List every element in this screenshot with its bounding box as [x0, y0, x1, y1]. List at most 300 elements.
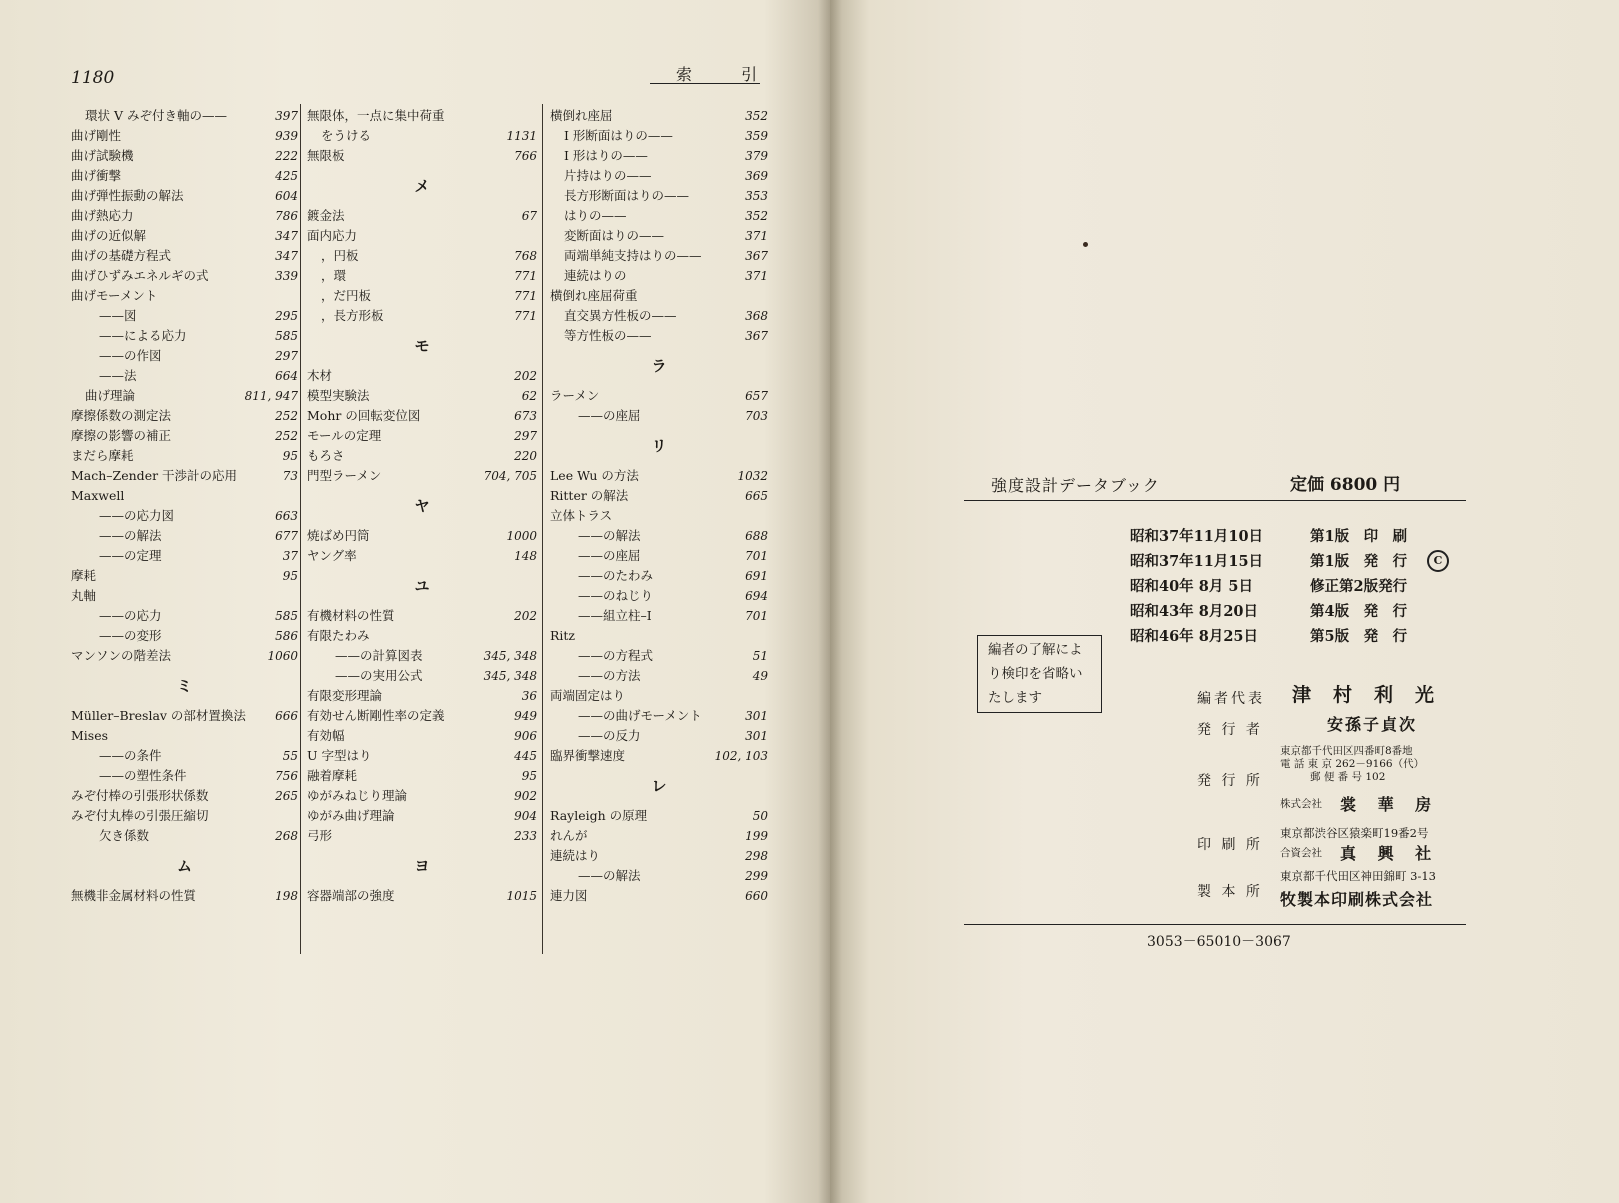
printer-name: 真 興 社	[1340, 844, 1440, 863]
index-page-ref: 904	[514, 809, 537, 823]
index-term: 連力図	[550, 888, 588, 903]
colophon-bottom-rule	[964, 924, 1466, 925]
index-term: 摩擦係数の測定法	[71, 408, 172, 423]
index-entry	[307, 286, 537, 306]
index-entry	[71, 626, 298, 646]
index-page-ref: 369	[745, 169, 768, 183]
index-entry	[550, 806, 768, 826]
edition-event: 第4版 発 行	[1310, 603, 1408, 620]
index-page-ref: 297	[514, 429, 537, 443]
index-term: 欠き係数	[99, 828, 150, 843]
index-term: Lee Wu の方法	[550, 468, 639, 483]
index-section-heading: リ	[651, 437, 667, 455]
index-entry	[71, 566, 298, 586]
index-page-ref: 95	[282, 569, 298, 583]
index-term: 長方形断面はりの——	[564, 188, 690, 203]
index-entry	[307, 786, 537, 806]
edition-date: 昭和37年11月10日	[1130, 528, 1264, 545]
edition-event: 修正第2版発行	[1310, 578, 1408, 595]
index-term: 無機非金属材料の性質	[71, 888, 197, 903]
index-entry	[71, 766, 298, 786]
seal-omission-notice	[977, 635, 1102, 713]
index-entry	[307, 746, 537, 766]
index-section-heading: レ	[651, 777, 667, 795]
index-term: 有効幅	[307, 728, 345, 743]
index-entry	[71, 326, 298, 346]
index-entry	[550, 146, 768, 166]
index-section-heading: ミ	[176, 677, 192, 695]
index-section-heading: ヨ	[414, 857, 430, 875]
index-term: 曲げひずみエネルギの式	[71, 268, 209, 283]
edition-date: 昭和46年 8月25日	[1130, 628, 1258, 645]
index-page-ref: 49	[752, 669, 768, 683]
copyright-mark: C	[1427, 550, 1449, 572]
index-entry	[71, 706, 298, 726]
column-divider	[300, 104, 301, 954]
index-page-ref: 339	[275, 269, 298, 283]
index-term: 丸軸	[71, 588, 97, 603]
index-page-ref: 703	[745, 409, 768, 423]
running-head-rule	[650, 83, 760, 84]
index-term: ——の方程式	[578, 648, 654, 663]
index-term: ——の解法	[99, 528, 162, 543]
index-page-ref: 1015	[506, 889, 537, 903]
index-entry	[307, 806, 537, 826]
index-term: ——の曲げモーメント	[578, 708, 702, 723]
index-term: 融着摩耗	[307, 768, 358, 783]
index-term: モールの定理	[307, 428, 382, 443]
edition-date: 昭和43年 8月20日	[1130, 603, 1258, 620]
index-term: ——法	[99, 368, 137, 383]
index-entry	[550, 486, 768, 506]
index-entry	[71, 306, 298, 326]
index-entry	[550, 226, 768, 246]
notice-line: たします	[988, 690, 1042, 706]
index-term: みぞ付丸棒の引張圧縮切	[71, 808, 209, 823]
index-term: 無限板	[307, 148, 345, 163]
index-entry	[550, 506, 768, 526]
index-entry	[307, 126, 537, 146]
index-term: れんが	[550, 828, 588, 843]
publishing-house-label: 発 行 所	[1197, 773, 1263, 789]
index-entry	[71, 806, 298, 826]
index-entry	[307, 766, 537, 786]
index-term: Rayleigh の原理	[550, 808, 648, 823]
index-page-ref: 367	[745, 329, 768, 343]
address-line: 電 話 東 京 262－9166（代）	[1280, 758, 1425, 770]
index-page-ref: 295	[275, 309, 298, 323]
index-entry	[550, 886, 768, 906]
index-term: 等方性板の——	[564, 328, 652, 343]
index-term: 面内応力	[307, 228, 358, 243]
index-page-ref: 67	[521, 209, 537, 223]
index-page-ref: 345, 348	[483, 649, 537, 663]
editor-name: 津村利光	[1292, 684, 1457, 706]
index-page-ref: 198	[275, 889, 298, 903]
index-term: Mohr の回転変位図	[307, 408, 421, 423]
index-term: 摩擦の影響の補正	[71, 428, 172, 443]
index-page-ref: 811, 947	[244, 389, 298, 403]
index-column-1	[71, 106, 298, 906]
binder-label: 製 本 所	[1197, 884, 1263, 900]
index-entry	[71, 246, 298, 266]
index-entry	[307, 826, 537, 846]
index-page-ref: 425	[275, 169, 298, 183]
index-entry	[307, 426, 537, 446]
index-term: ゆがみねじり理論	[307, 788, 408, 803]
index-page-ref: 352	[745, 109, 768, 123]
index-page-ref: 397	[275, 109, 298, 123]
index-page-ref: 906	[514, 729, 537, 743]
index-term: 鍍金法	[307, 208, 345, 223]
index-page-ref: 665	[745, 489, 768, 503]
index-term: ——による応力	[99, 328, 187, 343]
index-page-ref: 379	[745, 149, 768, 163]
index-entry	[71, 746, 298, 766]
index-page-ref: 233	[514, 829, 537, 843]
index-term: 弓形	[307, 828, 333, 843]
index-page-ref: 771	[514, 289, 537, 303]
index-page-ref: 202	[514, 609, 537, 623]
book-title: 強度設計データブック	[991, 476, 1160, 495]
index-entry	[307, 646, 537, 666]
index-page-ref: 148	[514, 549, 537, 563]
index-page-ref: 95	[282, 449, 298, 463]
index-term: ——組立柱–I	[578, 608, 652, 623]
index-term: 有機材料の性質	[307, 608, 395, 623]
index-entry	[550, 826, 768, 846]
publishing-house-name: 裳 華 房	[1340, 795, 1440, 814]
index-entry	[71, 346, 298, 366]
index-term: Müller–Breslav の部材置換法	[71, 708, 246, 723]
index-entry	[307, 606, 537, 626]
index-term: ，環	[321, 268, 347, 283]
index-page-ref: 37	[282, 549, 298, 563]
index-entry	[71, 546, 298, 566]
index-page-ref: 352	[745, 209, 768, 223]
index-page-ref: 1000	[506, 529, 537, 543]
index-entry	[550, 706, 768, 726]
index-page-ref: 756	[275, 769, 298, 783]
column-divider	[542, 104, 543, 954]
index-entry	[550, 466, 768, 486]
index-page-ref: 298	[745, 849, 768, 863]
index-term: 片持はりの——	[564, 168, 652, 183]
index-page-ref: 252	[275, 429, 298, 443]
index-term: 模型実験法	[307, 388, 370, 403]
index-entry	[307, 526, 537, 546]
index-term: ——の反力	[578, 728, 641, 743]
index-page-ref: 73	[282, 469, 298, 483]
index-term: 無限体，一点に集中荷重	[307, 108, 445, 123]
index-entry	[71, 586, 298, 606]
index-entry	[307, 226, 537, 246]
index-page-ref: 51	[752, 649, 768, 663]
index-page-ref: 347	[275, 229, 298, 243]
index-term: ，だ円板	[321, 288, 372, 303]
index-page-ref: 677	[275, 529, 298, 543]
index-entry	[71, 786, 298, 806]
index-entry	[307, 146, 537, 166]
binder-name: 牧製本印刷株式会社	[1280, 890, 1434, 909]
index-entry	[550, 266, 768, 286]
index-section-heading: メ	[414, 177, 430, 195]
index-term: ——の条件	[99, 748, 162, 763]
index-term: 門型ラーメン	[307, 468, 382, 483]
index-page-ref: 345, 348	[483, 669, 537, 683]
index-page-ref: 299	[745, 869, 768, 883]
index-entry	[550, 106, 768, 126]
index-entry	[307, 466, 537, 486]
index-term: ——図	[99, 308, 137, 323]
edition-line	[1130, 549, 1407, 574]
index-entry	[71, 486, 298, 506]
index-entry	[307, 446, 537, 466]
book-gutter	[818, 0, 842, 1203]
index-page-ref: 347	[275, 249, 298, 263]
index-entry	[71, 186, 298, 206]
index-entry	[550, 726, 768, 746]
index-term: ——の応力図	[99, 508, 175, 523]
index-page-ref: 220	[514, 449, 537, 463]
index-term: 環状 V みぞ付き軸の——	[85, 108, 227, 123]
index-entry	[307, 666, 537, 686]
index-entry	[71, 506, 298, 526]
index-entry	[550, 166, 768, 186]
index-page-ref: 1060	[267, 649, 298, 663]
index-term: 連続はりの	[564, 268, 627, 283]
index-page-ref: 353	[745, 189, 768, 203]
index-page-ref: 691	[745, 569, 768, 583]
price: 定価 6800 円	[1290, 475, 1401, 495]
edition-event: 第5版 発 行	[1310, 628, 1408, 645]
index-page-ref: 102, 103	[714, 749, 768, 763]
index-term: 曲げ弾性振動の解法	[71, 188, 184, 203]
index-entry	[550, 246, 768, 266]
index-page-ref: 265	[275, 789, 298, 803]
index-entry	[71, 146, 298, 166]
index-page-ref: 657	[745, 389, 768, 403]
index-entry	[71, 606, 298, 626]
index-column-2	[307, 106, 537, 906]
index-page-ref: 902	[514, 789, 537, 803]
index-term: 変断面はりの——	[564, 228, 665, 243]
index-term: 曲げの近似解	[71, 228, 147, 243]
edition-line	[1130, 574, 1407, 599]
index-page-ref: 664	[275, 369, 298, 383]
index-entry	[307, 406, 537, 426]
index-term: ，長方形板	[321, 308, 384, 323]
index-entry	[550, 686, 768, 706]
index-page-ref: 701	[745, 549, 768, 563]
index-term: Mach–Zender 干渉計の応用	[71, 468, 238, 483]
index-page-ref: 585	[275, 609, 298, 623]
index-entry	[71, 226, 298, 246]
index-term: ——の方法	[578, 668, 641, 683]
company-prefix: 合資会社	[1280, 847, 1322, 859]
index-entry	[307, 626, 537, 646]
index-section-heading: ム	[176, 857, 192, 875]
index-term: 立体トラス	[550, 508, 613, 523]
index-term: マンソンの階差法	[71, 648, 172, 663]
index-entry	[71, 266, 298, 286]
index-term: 曲げの基礎方程式	[71, 248, 172, 263]
index-term: 摩耗	[71, 568, 97, 583]
index-entry	[71, 386, 298, 406]
index-entry	[550, 586, 768, 606]
index-page-ref: 199	[745, 829, 768, 843]
publisher-label: 発 行 者	[1197, 722, 1263, 738]
index-page-ref: 62	[521, 389, 537, 403]
colophon-top-rule	[964, 500, 1466, 501]
index-term: ゆがみ曲げ理論	[307, 808, 395, 823]
index-entry	[307, 246, 537, 266]
index-term: ラーメン	[550, 388, 600, 403]
index-term: Maxwell	[71, 488, 125, 503]
index-term: をうける	[321, 128, 372, 143]
index-page-ref: 371	[745, 269, 768, 283]
index-page-ref: 1032	[737, 469, 768, 483]
index-entry	[71, 126, 298, 146]
index-entry	[307, 366, 537, 386]
index-term: 曲げ剛性	[71, 128, 122, 143]
index-term: ——の解法	[578, 528, 641, 543]
running-head: 索 引	[676, 65, 780, 84]
index-term: 木材	[307, 368, 333, 383]
index-entry	[550, 626, 768, 646]
index-term: 有限変形理論	[307, 688, 383, 703]
index-entry	[550, 306, 768, 326]
index-entry	[550, 286, 768, 306]
index-term: ——の解法	[578, 868, 641, 883]
edition-line	[1130, 524, 1407, 549]
index-entry	[71, 206, 298, 226]
index-page-ref: 771	[514, 309, 537, 323]
ink-spot	[1083, 242, 1088, 247]
index-term: ——の変形	[99, 628, 162, 643]
index-entry	[550, 406, 768, 426]
notice-line: り検印を省略い	[988, 666, 1083, 682]
index-page-ref: 36	[521, 689, 537, 703]
index-entry	[71, 886, 298, 906]
index-entry	[307, 546, 537, 566]
index-entry	[550, 206, 768, 226]
index-page-ref: 768	[514, 249, 537, 263]
index-entry	[307, 106, 537, 126]
index-entry	[550, 526, 768, 546]
index-page-ref: 660	[745, 889, 768, 903]
address-line: 郵 便 番 号 102	[1310, 771, 1386, 783]
index-entry	[71, 526, 298, 546]
index-page-ref: 1131	[506, 129, 537, 143]
index-term: ——の座屈	[578, 408, 641, 423]
index-page-ref: 586	[275, 629, 298, 643]
edition-date: 昭和40年 8月 5日	[1130, 578, 1253, 595]
index-term: ——の計算図表	[335, 648, 423, 663]
edition-event: 第1版 印 刷	[1310, 528, 1408, 545]
index-term: Mises	[71, 728, 109, 743]
index-page-ref: 55	[282, 749, 298, 763]
index-page-ref: 766	[514, 149, 537, 163]
index-entry	[71, 446, 298, 466]
index-term: もろさ	[307, 448, 345, 463]
address-line: 東京都千代田区四番町8番地	[1280, 745, 1413, 757]
index-entry	[307, 726, 537, 746]
index-entry	[307, 206, 537, 226]
index-entry	[71, 826, 298, 846]
notice-line: 編者の了解によ	[988, 642, 1083, 658]
index-section-heading: ラ	[651, 357, 667, 375]
index-entry	[307, 266, 537, 286]
index-entry	[71, 466, 298, 486]
index-section-heading: ヤ	[414, 497, 430, 515]
index-page-ref: 252	[275, 409, 298, 423]
edition-date: 昭和37年11月15日	[1130, 553, 1264, 570]
index-term: ——の作図	[99, 348, 162, 363]
index-entry	[71, 406, 298, 426]
index-page-ref: 604	[275, 189, 298, 203]
index-entry	[307, 386, 537, 406]
index-page-ref: 297	[275, 349, 298, 363]
index-term: 有限たわみ	[307, 628, 370, 643]
index-page-ref: 786	[275, 209, 298, 223]
index-term: ——のねじり	[578, 588, 654, 603]
index-page-ref: 268	[275, 829, 298, 843]
index-term: Ritter の解法	[550, 488, 629, 503]
index-page-ref: 704, 705	[483, 469, 537, 483]
index-page-ref: 673	[514, 409, 537, 423]
index-term: はりの——	[564, 208, 627, 223]
index-entry	[71, 106, 298, 126]
index-term: 曲げ衝撃	[71, 168, 122, 183]
index-entry	[71, 426, 298, 446]
printer-label: 印 刷 所	[1197, 837, 1263, 853]
index-page-ref: 301	[745, 729, 768, 743]
index-term: まだら摩耗	[71, 448, 134, 463]
company-prefix: 株式会社	[1280, 798, 1322, 810]
index-page-ref: 663	[275, 509, 298, 523]
index-term: ——のたわみ	[578, 568, 654, 583]
index-term: 横倒れ座屈	[550, 108, 613, 123]
index-page-ref: 445	[514, 749, 537, 763]
publisher-name: 安孫子貞次	[1327, 715, 1418, 734]
edition-line	[1130, 599, 1407, 624]
index-term: ——の実用公式	[335, 668, 423, 683]
index-page-ref: 367	[745, 249, 768, 263]
binder-address: 東京都千代田区神田錦町 3-13	[1280, 869, 1436, 883]
index-page-ref: 50	[752, 809, 768, 823]
index-entry	[71, 166, 298, 186]
index-entry	[307, 306, 537, 326]
publisher-address	[1280, 745, 1424, 784]
index-page-ref: 694	[745, 589, 768, 603]
index-page-ref: 949	[514, 709, 537, 723]
catalog-code: 3053－65010－3067	[1147, 934, 1291, 950]
printer-address: 東京都渋谷区猿楽町19番2号	[1280, 826, 1429, 840]
index-term: 両端単純支持はりの——	[564, 248, 702, 263]
index-page-ref: 585	[275, 329, 298, 343]
index-column-3	[550, 106, 768, 906]
index-entry	[550, 326, 768, 346]
index-page-ref: 359	[745, 129, 768, 143]
index-page-ref: 939	[275, 129, 298, 143]
index-entry	[550, 746, 768, 766]
index-page-ref: 771	[514, 269, 537, 283]
index-entry	[307, 686, 537, 706]
index-term: 連続はり	[550, 848, 601, 863]
index-entry	[550, 606, 768, 626]
index-term: 曲げモーメント	[71, 288, 158, 303]
